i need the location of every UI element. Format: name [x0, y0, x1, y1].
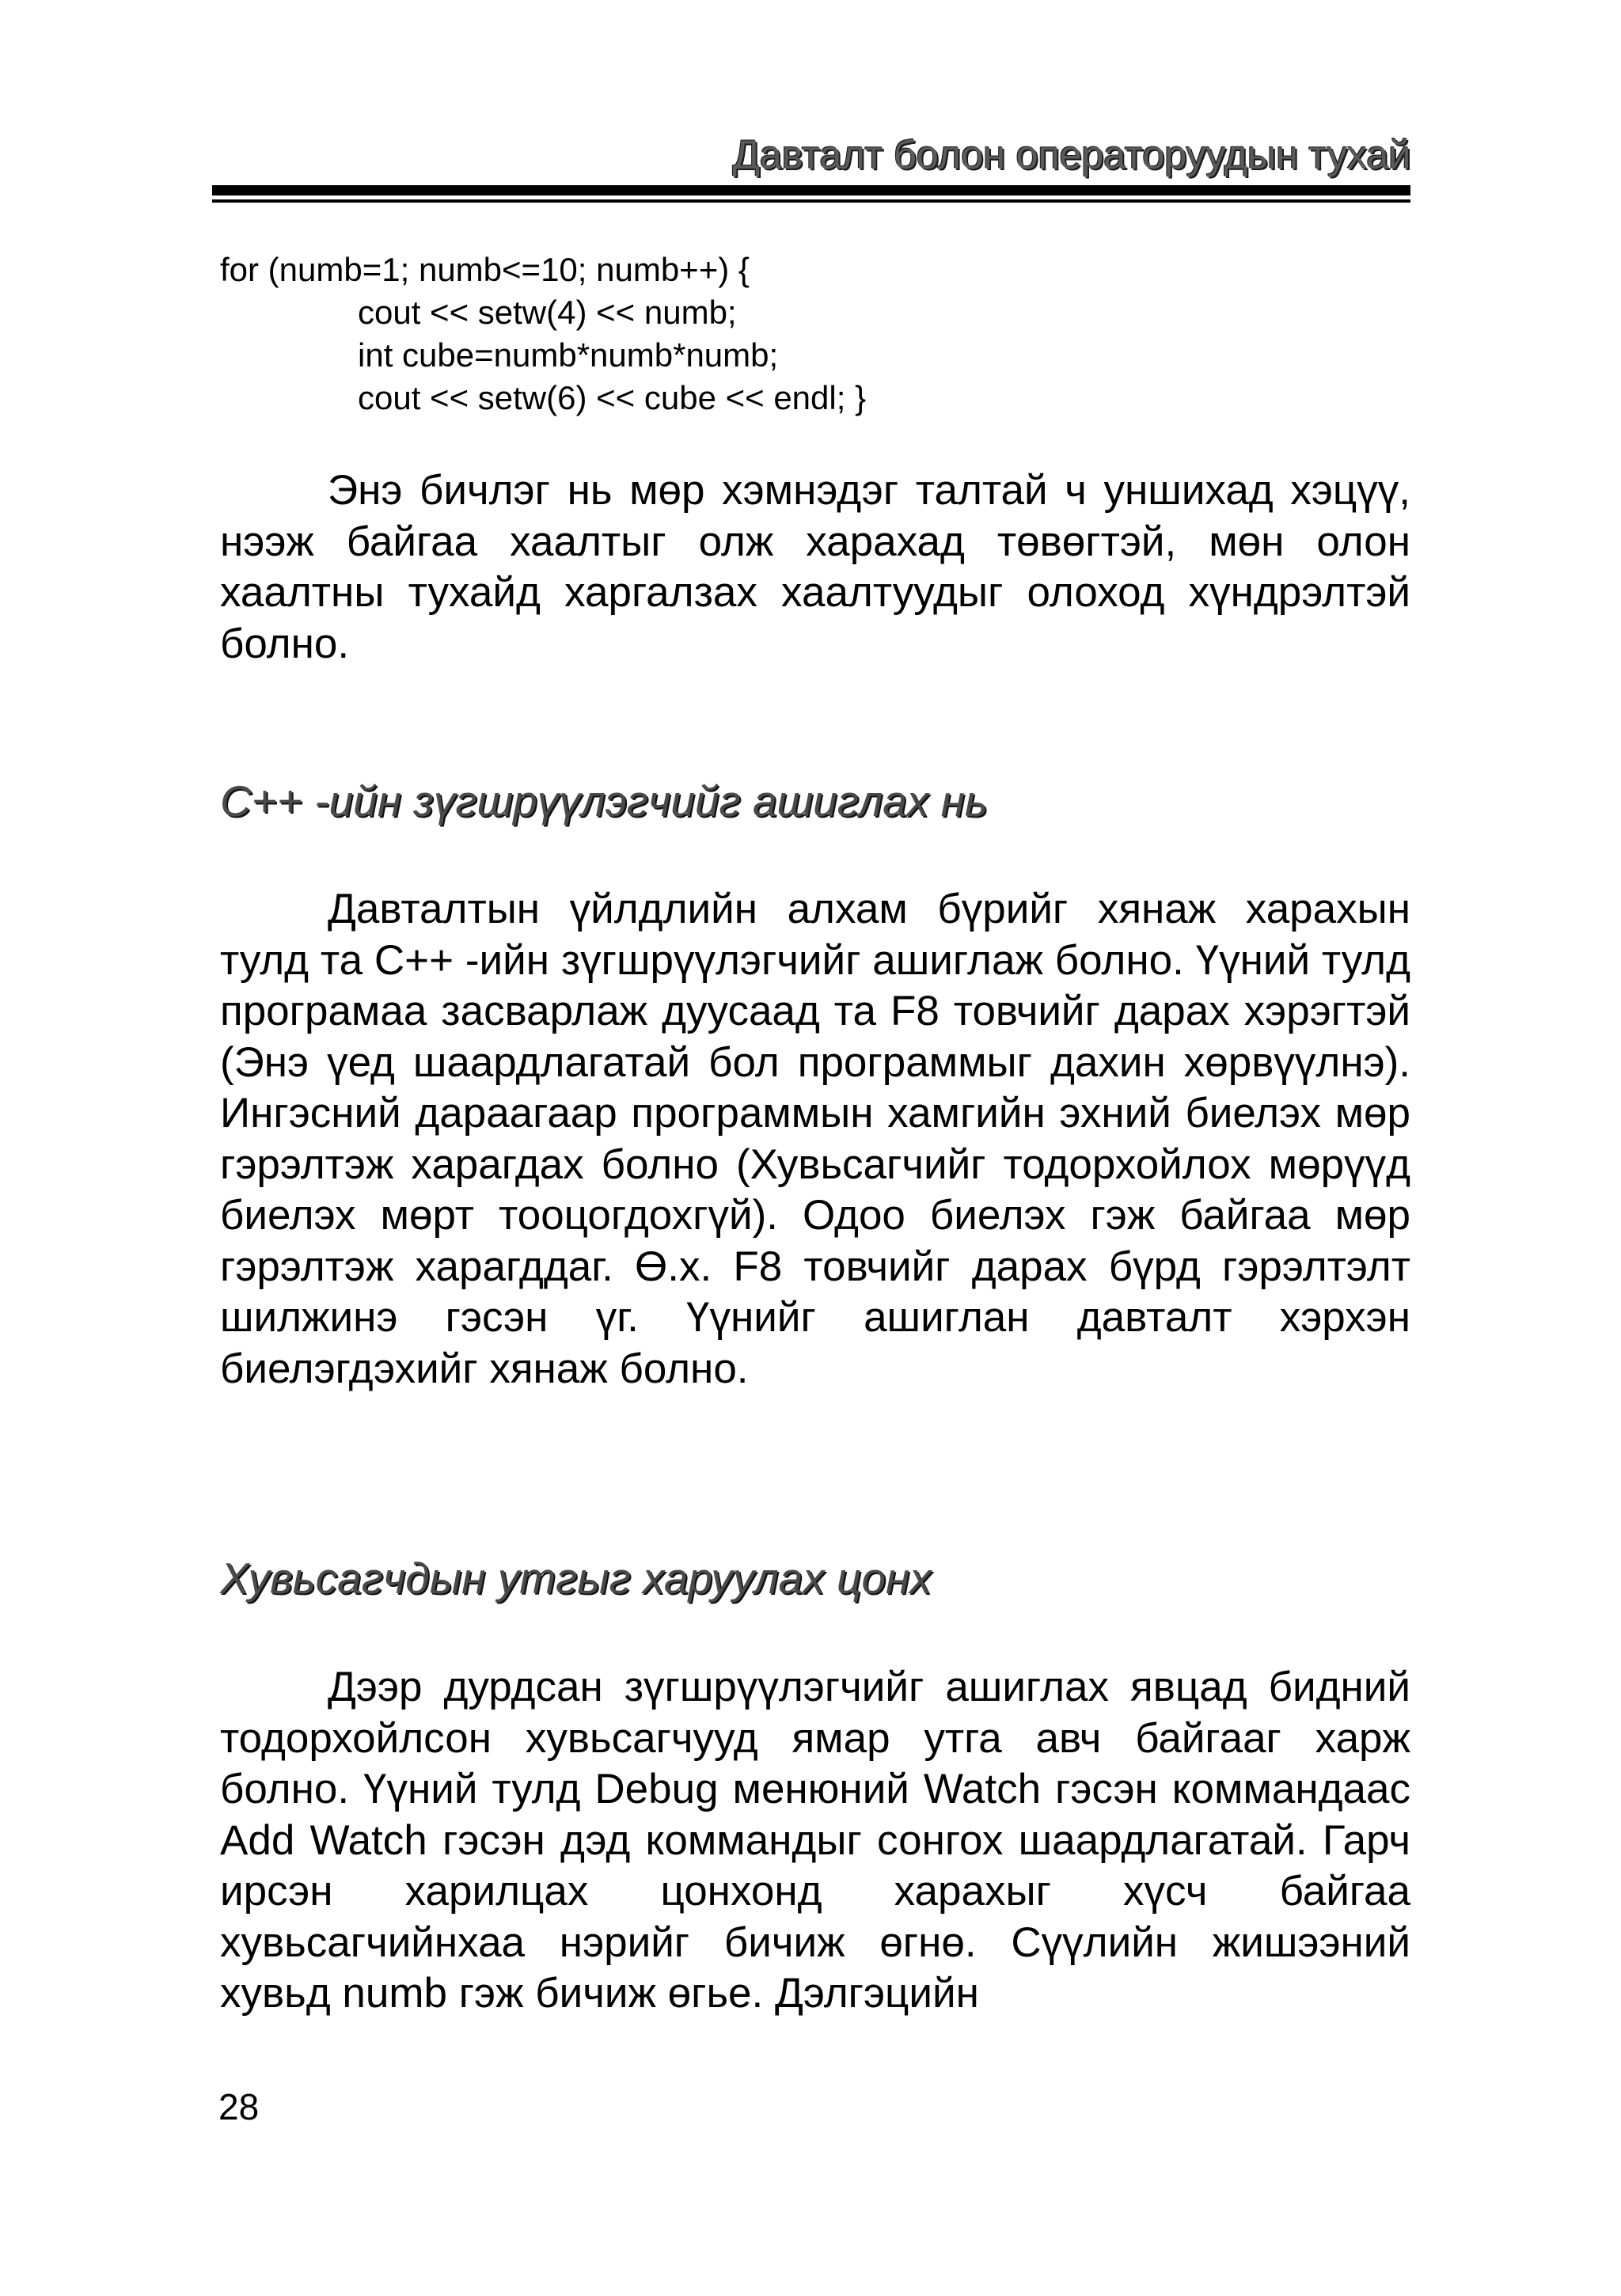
section-heading-watch-window: Хувьсагчдын утгыг харуулах цонх	[220, 1554, 932, 1603]
page-number: 28	[218, 2086, 260, 2127]
code-line-1: for (numb=1; numb<=10; numb++) {	[220, 251, 750, 288]
paragraph-1-text: Энэ бичлэг нь мөр хэмнэдэг талтай ч уншихад хэцүү, нээж байгаа хаалтыг олж харахад төвөгтэй, мөн олон хаалтны тухайд харгалзах хаалтуудыг олоход хүндрэлтэй болно.	[220, 467, 1410, 667]
code-block	[220, 249, 1407, 419]
header-rule-thick	[212, 185, 1410, 195]
code-line-4: cout << setw(6) << cube << endl; }	[358, 379, 867, 416]
paragraph-2-text: Давталтын үйлдлийн алхам бүрийг хянаж харахын тулд та С++ -ийн зүгшрүүлэгчийг ашиглаж болно. Үүний тулд програмаа засварлаж дуусаад та F8 товчийг дарах хэрэгтэй (Энэ үед шаардлагатай бол программыг дахин хөрвүүлнэ). Ингэсний дараагаар программын хамгийн эхний биелэх мөр гэрэлтэж харагдах болно (Хувьсагчийг тодорхойлох мөрүүд биелэх мөрт тооцогдохгүй). Одоо биелэх гэж байгаа мөр гэрэлтэж харагддаг. Ө.х. F8 товчийг дарах бүрд гэрэлтэлт шилжинэ гэсэн үг. Үүнийг ашиглан давталт хэрхэн биелэгдэхийг хянаж болно.	[220, 886, 1410, 1392]
paragraph-3	[220, 1662, 1410, 2020]
code-line-2: cout << setw(4) << numb;	[358, 294, 737, 331]
header-rule-thin	[212, 199, 1410, 203]
code-line-3: int cube=numb*numb*numb;	[358, 336, 779, 374]
paragraph-3-text: Дээр дурдсан зүгшрүүлэгчийг ашиглах явцад бидний тодорхойлсон хувьсагчууд ямар утга авч байгааг харж болно. Үүний тулд Debug менюний Watch гэсэн коммандаас Add Watch гэсэн дэд коммандыг сонгох шаардлагатай. Гарч ирсэн харилцах цонхонд харахыг хүсч байгаа хувьсагчийнхаа нэрийг бичиж өгнө. Сүүлийн жишээний хувьд numb гэж бичиж өгье. Дэлгэцийн	[220, 1664, 1410, 2017]
paragraph-1	[220, 465, 1410, 670]
section-heading-debugger: С++ -ийн зүгшрүүлэгчийг ашиглах нь	[220, 776, 988, 825]
paragraph-2	[220, 884, 1410, 1395]
running-header-title: Давталт болон операторуудын тухай	[732, 132, 1410, 177]
